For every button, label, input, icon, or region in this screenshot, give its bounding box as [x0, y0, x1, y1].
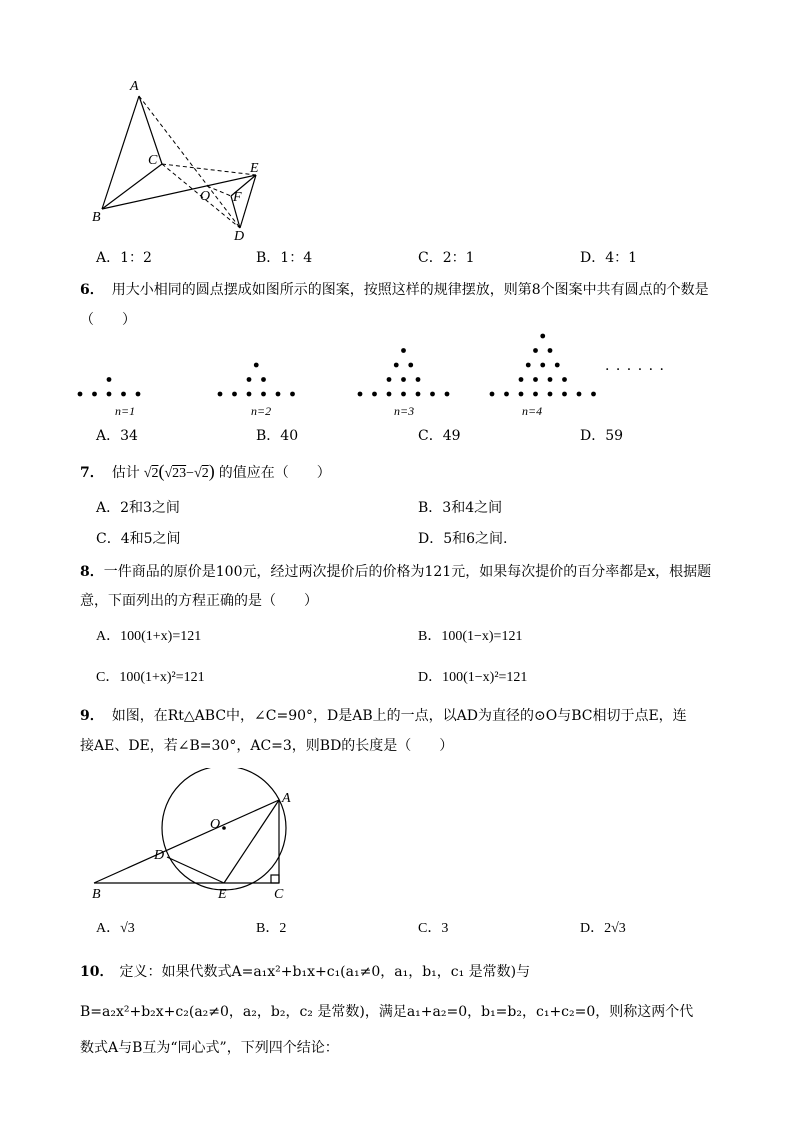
pattern-4-dot — [519, 392, 524, 397]
q9-stem-text: 如图，在Rt△ABC中，∠C=90°，D是AB上的一点，以AD为直径的⊙O与BC相切于点E，连 — [111, 708, 687, 724]
pattern-3-dot — [372, 392, 377, 397]
q6-stem-line2: （ ） — [80, 312, 136, 328]
pattern-4-dot — [526, 363, 531, 368]
q5-option-a: A．1：2 — [96, 250, 152, 266]
q8-option-a: A．100(1+x)=121 — [96, 629, 202, 644]
pattern-3-dot — [387, 392, 392, 397]
pattern-3-dot — [401, 348, 406, 353]
label-o: O — [210, 817, 221, 832]
pattern-2-dot — [261, 392, 266, 397]
q6-stem-line1 — [80, 280, 709, 300]
pattern-4-dot — [533, 377, 538, 382]
pattern-4-dot — [577, 392, 582, 397]
label-c: C — [274, 887, 284, 902]
q9-option-a: A．√3 — [96, 921, 135, 936]
q6-label-n1: n=1 — [115, 404, 136, 418]
q7-expression: √2(√23−√2) — [143, 461, 215, 481]
q6-option-d: D．59 — [580, 428, 624, 444]
pattern-3-dot — [387, 377, 392, 382]
q6-option-c: C．49 — [418, 428, 461, 444]
pattern-3-dot — [358, 392, 363, 397]
q6-option-b: B．40 — [256, 428, 299, 444]
q7-option-a: A．2和3之间 — [96, 500, 180, 516]
pattern-1-dot — [107, 392, 112, 397]
pattern-2-dot — [261, 377, 266, 382]
label-o: O — [200, 189, 211, 204]
q9-stem-line1 — [80, 706, 687, 726]
label-d: D — [154, 848, 165, 863]
pattern-4-dot — [533, 392, 538, 397]
pattern-3-dot — [408, 363, 413, 368]
pattern-2-dot — [247, 377, 252, 382]
pattern-4-dot — [548, 377, 553, 382]
q6-option-a: A．34 — [96, 428, 138, 444]
segment-ab — [102, 96, 139, 209]
pattern-2-dot — [232, 392, 237, 397]
label-f: F — [233, 190, 242, 205]
segment-ce-dashed — [162, 164, 256, 175]
q10-line2: B=a₂x²+b₂x+c₂(a₂≠0，a₂，b₂，c₂ 是常数)，满足a₁+a₂=0，b₁=b₂，c₁+c₂=0，则称这两个代 — [80, 1004, 694, 1020]
q5-option-b: B．1：4 — [256, 250, 313, 266]
q6-number: 6． — [80, 282, 104, 298]
pattern-2-dot — [254, 363, 259, 368]
q5-option-c: C．2：1 — [418, 250, 475, 266]
q5-figure — [88, 72, 278, 244]
segment-of-dashed — [207, 186, 231, 196]
q6-label-n4: n=4 — [522, 404, 543, 418]
q9-option-d: D．2√3 — [580, 921, 626, 936]
segment-de — [167, 857, 224, 883]
label-a: A — [282, 791, 291, 806]
pattern-3-dot — [445, 392, 450, 397]
pattern-4-dot — [519, 377, 524, 382]
q7-option-c: C．4和5之间 — [96, 531, 181, 547]
q9-option-c: C．3 — [418, 921, 449, 936]
pattern-3-dot — [401, 392, 406, 397]
q6-stem-text: 用大小相同的圆点摆成如图所示的图案，按照这样的规律摆放，则第8个图案中共有圆点的个数是 — [111, 282, 709, 298]
pattern-3-dot — [394, 363, 399, 368]
pattern-3-dot — [416, 392, 421, 397]
q10-line3: 数式A与B互为“同心式”，下列四个结论： — [80, 1040, 339, 1056]
q10-number: 10． — [80, 964, 114, 980]
label-d: D — [234, 229, 245, 244]
pattern-4-dot — [533, 348, 538, 353]
q8-number: 8． — [80, 564, 104, 580]
pattern-2-dot — [218, 392, 223, 397]
pattern-2-dot — [276, 392, 281, 397]
q7-option-d: D．5和6之间. — [418, 531, 508, 547]
q9-option-b: B．2 — [256, 921, 287, 936]
q5-option-d: D．4：1 — [580, 250, 638, 266]
pattern-4-dot — [540, 334, 545, 339]
label-e: E — [218, 887, 227, 902]
pattern-1-dot — [136, 392, 141, 397]
q8-option-b: B．100(1−x)=121 — [418, 629, 523, 644]
pattern-4-dot — [562, 377, 567, 382]
q6-ellipsis: · · · · · · — [605, 362, 665, 378]
pattern-1-dot — [107, 377, 112, 382]
q7-stem-prefix: 估计 — [111, 465, 140, 481]
pattern-2-dot — [247, 392, 252, 397]
q10-line1 — [80, 962, 530, 982]
pattern-1-dot — [78, 392, 83, 397]
q6-label-n2: n=2 — [251, 404, 272, 418]
q9-number: 9． — [80, 708, 104, 724]
label-a: A — [130, 79, 139, 94]
q8-option-c: C．100(1+x)²=121 — [96, 670, 205, 685]
q7-option-b: B．3和4之间 — [418, 500, 503, 516]
pattern-4-dot — [562, 392, 567, 397]
q6-dot-patterns — [70, 330, 670, 422]
label-b: B — [92, 210, 101, 225]
right-angle-mark — [271, 875, 279, 883]
segment-ed — [240, 175, 256, 228]
q7-number: 7． — [80, 465, 104, 481]
pattern-3-dot — [416, 377, 421, 382]
center-o — [222, 826, 226, 830]
pattern-4-dot — [548, 348, 553, 353]
pattern-4-dot — [540, 363, 545, 368]
pattern-4-dot — [490, 392, 495, 397]
pattern-4-dot — [548, 392, 553, 397]
q7-stem — [80, 459, 331, 486]
q8-stem-line2: 意，下面列出的方程正确的是（ ） — [80, 593, 318, 609]
label-b: B — [92, 887, 101, 902]
q7-stem-suffix: 的值应在（ ） — [218, 465, 331, 481]
q9-stem-line2: 接AE、DE，若∠B=30°，AC=3，则BD的长度是（ ） — [80, 738, 454, 754]
q8-option-d: D．100(1−x)²=121 — [418, 670, 528, 685]
q10-line1-text: 定义：如果代数式A=a₁x²+b₁x+c₁(a₁≠0，a₁，b₁，c₁ 是常数)与 — [119, 964, 531, 980]
q9-figure — [88, 768, 298, 904]
pattern-1-dot — [121, 392, 126, 397]
q6-label-n3: n=3 — [394, 404, 415, 418]
pattern-4-dot — [555, 363, 560, 368]
label-c: C — [148, 153, 158, 168]
q8-stem-line1 — [80, 562, 711, 582]
pattern-4-dot — [504, 392, 509, 397]
pattern-4-dot — [591, 392, 596, 397]
pattern-3-dot — [430, 392, 435, 397]
pattern-3-dot — [401, 377, 406, 382]
q8-stem-text: 一件商品的原价是100元，经过两次提价后的价格为121元，如果每次提价的百分率都是x，根据题 — [103, 564, 712, 580]
label-e: E — [250, 161, 259, 176]
pattern-2-dot — [290, 392, 295, 397]
pattern-1-dot — [92, 392, 97, 397]
